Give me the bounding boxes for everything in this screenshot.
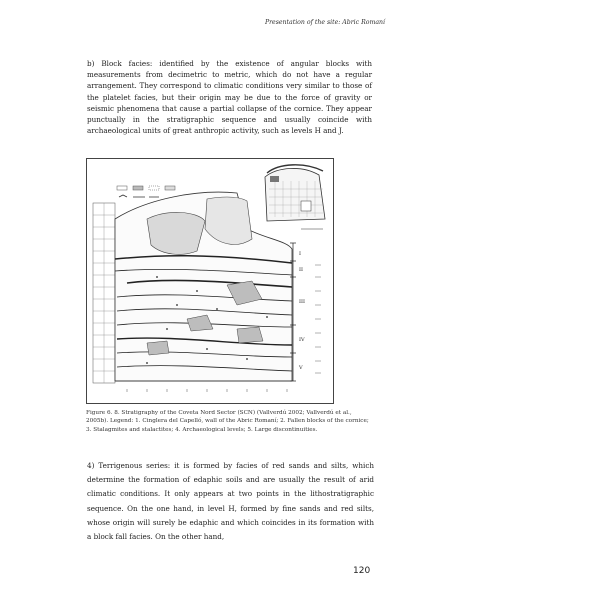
cliff-wall (93, 203, 115, 383)
section-profile (115, 192, 292, 381)
unit-label-v: V (299, 365, 303, 371)
figure-caption: Figure 6. 8. Stratigraphy of the Coveta Nord Sector (SCN) (Vallverdú 2002; Vallverdú et al., 2005b). Legend: 1. Cinglera del Capelló, wall of the Abric Romaní; 2. Fallen blocks of the cornice; 3. Stalagmites and stalactites; 4. Archaeological levels; 5. Large discontinuities. (86, 410, 369, 433)
level-marks (315, 265, 321, 373)
unit-label-iii: III (299, 299, 305, 305)
stratigraphy-drawing (87, 159, 333, 403)
stratigraphy-figure (86, 158, 334, 404)
page-number: 120 (353, 566, 371, 576)
figure-legend (117, 186, 175, 197)
horizontal-scale (127, 389, 287, 392)
unit-label-ii: II (299, 267, 303, 273)
unit-label-i: I (299, 251, 301, 257)
paragraph-terrigenous-series: 4) Terrigenous series: it is formed by facies of red sands and silts, which determine the formation of edaphic soils and are usually the result of arid climatic conditions. It only appears at two points in the lithostratigraphic sequence. On the one hand, in level H, formed by fine sands and red silts, whose origin will surely be edaphic and which coincides in its formation with a block fall facies. On the other hand, (87, 461, 374, 542)
paragraph-block-facies: b) Block facies: identified by the existence of angular blocks with measurements from decimetric to metric, which do not have a regular arrangement. They correspond to climatic conditions very similar to those of the platelet facies, but their origin may be due to the force of gravity or seismic phenomena that cause a partial collapse of the cornice. They appear punctually in the stratigraphic sequence and usually coincide with archaeological units of great anthropic activity, such as levels H and J. (87, 59, 372, 136)
inset-site-plan (265, 165, 325, 229)
page-header: Presentation of the site: Abric Romaní (264, 19, 385, 26)
unit-label-iv: IV (299, 337, 305, 343)
